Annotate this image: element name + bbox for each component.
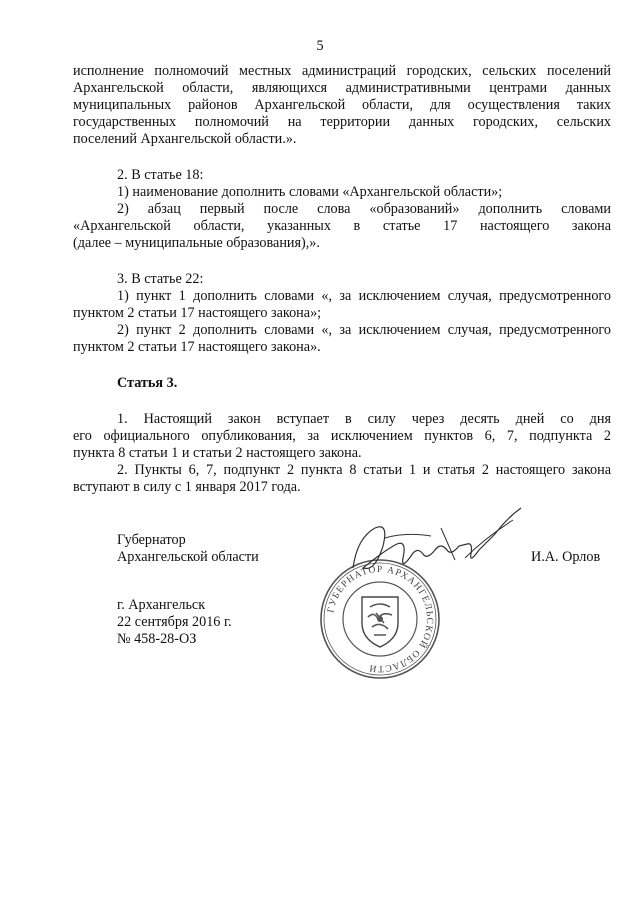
- article3-p1-line: пункта 8 статьи 1 и статьи 2 настоящего закона.: [73, 445, 362, 461]
- intro-line: исполнение полномочий местных администраций городских, сельских поселений: [73, 63, 611, 79]
- article22-item2-line: пунктом 2 статьи 17 настоящего закона».: [73, 339, 321, 355]
- handwritten-signature: [345, 498, 535, 588]
- article22-heading: 3. В статье 22:: [117, 271, 204, 287]
- law-number: № 458-28-ОЗ: [117, 631, 197, 647]
- article18-item1: 1) наименование дополнить словами «Архангельской области»;: [117, 184, 503, 200]
- article18-item2-line: «Архангельской области, указанных в статье 17 настоящего закона: [73, 218, 611, 234]
- article18-item2-line: (далее – муниципальные образования),».: [73, 235, 320, 251]
- place-of-signing: г. Архангельск: [117, 597, 206, 613]
- article22-item1-line: пунктом 2 статьи 17 настоящего закона»;: [73, 305, 322, 321]
- intro-line: государственных полномочий на территории данных городских, сельских: [73, 114, 611, 130]
- article22-item1-line: 1) пункт 1 дополнить словами «, за исключением случая, предусмотренного: [117, 288, 611, 304]
- seal-text: ГУБЕРНАТОР АРХАНГЕЛЬСКОЙ ОБЛАСТИ: [325, 563, 436, 675]
- article18-heading: 2. В статье 18:: [117, 167, 204, 183]
- intro-line: муниципальных районов Архангельской области, для осуществления таких: [73, 97, 611, 113]
- signatory-name: И.А. Орлов: [531, 549, 601, 565]
- article18-item2-line: 2) абзац первый после слова «образований» дополнить словами: [117, 201, 611, 217]
- article22-item2-line: 2) пункт 2 дополнить словами «, за исключением случая, предусмотренного: [117, 322, 611, 338]
- article3-title: Статья 3.: [117, 375, 178, 391]
- signatory-region: Архангельской области: [117, 549, 259, 565]
- article3-p2-line: вступают в силу с 1 января 2017 года.: [73, 479, 301, 495]
- coat-of-arms-emblem: [362, 597, 398, 647]
- intro-last-line: поселений Архангельской области.».: [73, 131, 297, 147]
- article3-p1-line: 1. Настоящий закон вступает в силу через десять дней со дня: [117, 411, 611, 427]
- signatory-position: Губернатор: [117, 532, 186, 548]
- page-number: 5: [316, 38, 324, 54]
- signing-date: 22 сентября 2016 г.: [117, 614, 232, 630]
- article3-p2-line: 2. Пункты 6, 7, подпункт 2 пункта 8 статьи 1 и статья 2 настоящего закона: [117, 462, 611, 478]
- article3-p1-line: его официального опубликования, за исключением пунктов 6, 7, подпункта 2: [73, 428, 611, 444]
- intro-line: Архангельской области, являющихся административными центрами данных: [73, 80, 611, 96]
